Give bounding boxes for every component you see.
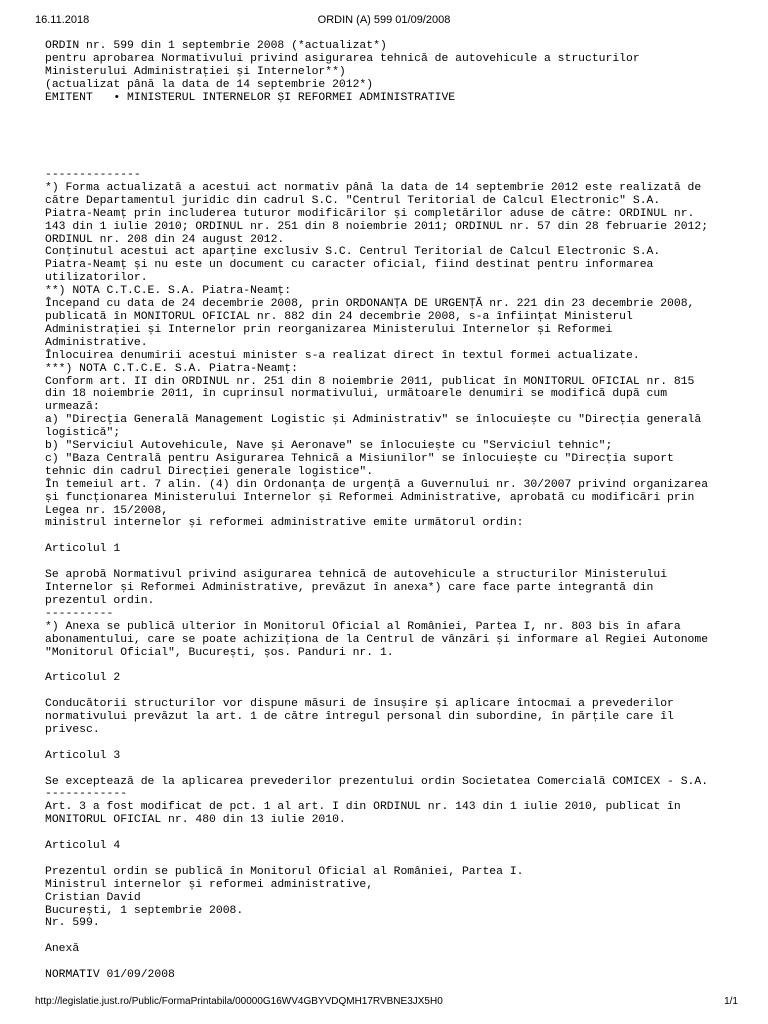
separator-line: --------------	[45, 169, 141, 182]
order-subject: pentru aprobarea Normativului privind asigurarea tehnică de autovehicule a structurilor	[45, 52, 640, 65]
article-3-text: Se exceptează de la aplicarea prevederilor prezentului ordin Societatea Comercială COMICEX - S.A.	[45, 775, 709, 788]
preamble-line: Legea nr. 15/2008,	[45, 504, 169, 517]
note-line: Înlocuirea denumirii acestui minister s-a realizat direct în textul formei actualizate.	[45, 349, 640, 362]
footnote-line: Piatra-Neamț prin includerea tuturor modificărilor și completărilor aduse de către: ORDINUL nr.	[45, 207, 695, 220]
annex-footnote: abonamentului, care se poate achiziționa de la Centrul de vânzări și informare al Regiei Autonome	[45, 633, 709, 646]
spacer	[45, 156, 735, 169]
article-2-text: Conducătorii structurilor vor dispune măsuri de însușire și aplicare întocmai a prevederilor	[45, 698, 674, 711]
article-1-text: prezentul ordin.	[45, 594, 155, 607]
spacer	[45, 685, 735, 698]
footnote-line: utilizatorilor.	[45, 272, 148, 285]
print-footer	[0, 996, 768, 1012]
document-title: ORDIN (A) 599 01/09/2008	[317, 14, 451, 26]
spacer	[45, 659, 735, 672]
document-body	[45, 40, 735, 982]
note-item: a) "Direcția Generală Management Logistic și Administrativ" se înlocuiește cu "Direcția generală	[45, 414, 702, 427]
source-url: http://legislatie.just.ro/Public/FormaPrintabila/00000G16WV4GBYVDQMH17RVBNE3JX5H0	[35, 996, 443, 1007]
note-heading: **) NOTA C.T.C.E. S.A. Piatra-Neamț:	[45, 285, 292, 298]
article-2-title: Articolul 2	[45, 672, 121, 685]
spacer	[45, 853, 735, 866]
note-item: b) "Serviciul Autovehicule, Nave și Aeronave" se înlocuiește cu "Serviciul tehnic";	[45, 440, 613, 453]
annex-footnote: *) Anexa se publică ulterior în Monitorul Oficial al României, Partea I, nr. 803 bis în afara	[45, 620, 681, 633]
note-line: din 18 noiembrie 2011, în cuprinsul normativului, următoarele denumiri se modifică după cum	[45, 388, 668, 401]
amendment-note: MONITORUL OFICIAL nr. 480 din 13 iulie 2010.	[45, 814, 346, 827]
footnote-line: către Departamentul juridic din cadrul S.C. "Centrul Teritorial de Calcul Electronic" S.A.	[45, 194, 661, 207]
note-line: publicată în MONITORUL OFICIAL nr. 882 din 24 decembrie 2008, s-a înființat Ministerul	[45, 310, 633, 323]
spacer	[45, 930, 735, 943]
article-2-text: normativului prevăzut la art. 1 de către întregul personal din subordine, în părțile care îl	[45, 711, 674, 724]
order-subject-cont: Ministerului Administrației și Internelor**)	[45, 65, 346, 78]
amendment-note: Art. 3 a fost modificat de pct. 1 al art. I din ORDINUL nr. 143 din 1 iulie 2010, publicat în	[45, 801, 681, 814]
note-item: c) "Baza Centrală pentru Asigurarea Tehnică a Misiunilor" se înlocuiește cu "Direcția suport	[45, 452, 674, 465]
page-number: 1/1	[724, 996, 738, 1007]
footnote-line: Conținutul acestui act aparține exclusiv S.C. Centrul Teritorial de Calcul Electronic S.A.	[45, 246, 661, 259]
separator-line: ------------	[45, 788, 128, 801]
article-1-title: Articolul 1	[45, 543, 121, 556]
signatory-role: Ministrul internelor și reformei administrative,	[45, 878, 374, 891]
normativ-title: NORMATIV 01/09/2008	[45, 969, 175, 982]
separator-line: ----------	[45, 607, 114, 620]
article-4-title: Articolul 4	[45, 840, 121, 853]
update-note: (actualizat până la data de 14 septembrie 2012*)	[45, 78, 374, 91]
order-title: ORDIN nr. 599 din 1 septembrie 2008 (*actualizat*)	[45, 40, 387, 52]
spacer	[45, 105, 735, 157]
spacer	[45, 763, 735, 776]
signing-place-date: București, 1 septembrie 2008.	[45, 904, 244, 917]
annex-footnote: "Monitorul Oficial", București, șos. Panduri nr. 1.	[45, 646, 394, 659]
note-line: Administrației și Internelor prin reorganizarea Ministerului Internelor și Reformei	[45, 323, 613, 336]
spacer	[45, 556, 735, 569]
signatory-name: Cristian David	[45, 891, 141, 904]
issuer-line: EMITENT • MINISTERUL INTERNELOR ȘI REFORMEI ADMINISTRATIVE	[45, 91, 456, 104]
article-2-text: privesc.	[45, 723, 100, 736]
spacer	[45, 956, 735, 969]
spacer	[45, 827, 735, 840]
print-header	[0, 14, 768, 30]
note-line: Începand cu data de 24 decembrie 2008, prin ORDONANȚA DE URGENȚĂ nr. 221 din 23 decembrie 2008,	[45, 298, 695, 311]
order-number: Nr. 599.	[45, 917, 100, 930]
spacer	[45, 530, 735, 543]
note-line: urmează:	[45, 401, 100, 414]
note-line: Conform art. II din ORDINUL nr. 251 din 8 noiembrie 2011, publicat în MONITORUL OFICIAL nr. 815	[45, 375, 695, 388]
note-item: logistică";	[45, 427, 121, 440]
preamble-line: ministrul internelor și reformei administrative emite următorul ordin:	[45, 517, 524, 530]
footnote-line: 143 din 1 iulie 2010; ORDINUL nr. 251 din 8 noiembrie 2011; ORDINUL nr. 57 din 28 februarie 2012;	[45, 220, 709, 233]
article-3-title: Articolul 3	[45, 749, 121, 762]
note-heading: ***) NOTA C.T.C.E. S.A. Piatra-Neamț:	[45, 362, 298, 375]
preamble-line: În temeiul art. 7 alin. (4) din Ordonanța de urgență a Guvernului nr. 30/2007 privind organizarea	[45, 478, 709, 491]
article-1-text: Internelor și Reformei Administrative, prevăzut în anexa*) care face parte integrantă din	[45, 581, 654, 594]
article-4-text: Prezentul ordin se publică în Monitorul Oficial al României, Partea I.	[45, 865, 524, 878]
spacer	[45, 737, 735, 750]
preamble-line: și funcționarea Ministerului Internelor și Reformei Administrative, aprobată cu modificări prin	[45, 491, 695, 504]
footnote-line: Piatra-Neamț și nu este un document cu caracter oficial, fiind destinat pentru informarea	[45, 259, 654, 272]
footnote-line: *) Forma actualizată a acestui act normativ până la data de 14 septembrie 2012 este realizată de	[45, 181, 702, 194]
footnote-line: ORDINUL nr. 208 din 24 august 2012.	[45, 233, 285, 246]
print-date: 16.11.2018	[35, 14, 90, 26]
annex-title: Anexă	[45, 943, 80, 956]
article-1-text: Se aprobă Normativul privind asigurarea tehnică de autovehicule a structurilor Ministerului	[45, 569, 668, 582]
note-line: Administrative.	[45, 336, 148, 349]
note-item: tehnic din cadrul Direcției generale logistice".	[45, 465, 374, 478]
